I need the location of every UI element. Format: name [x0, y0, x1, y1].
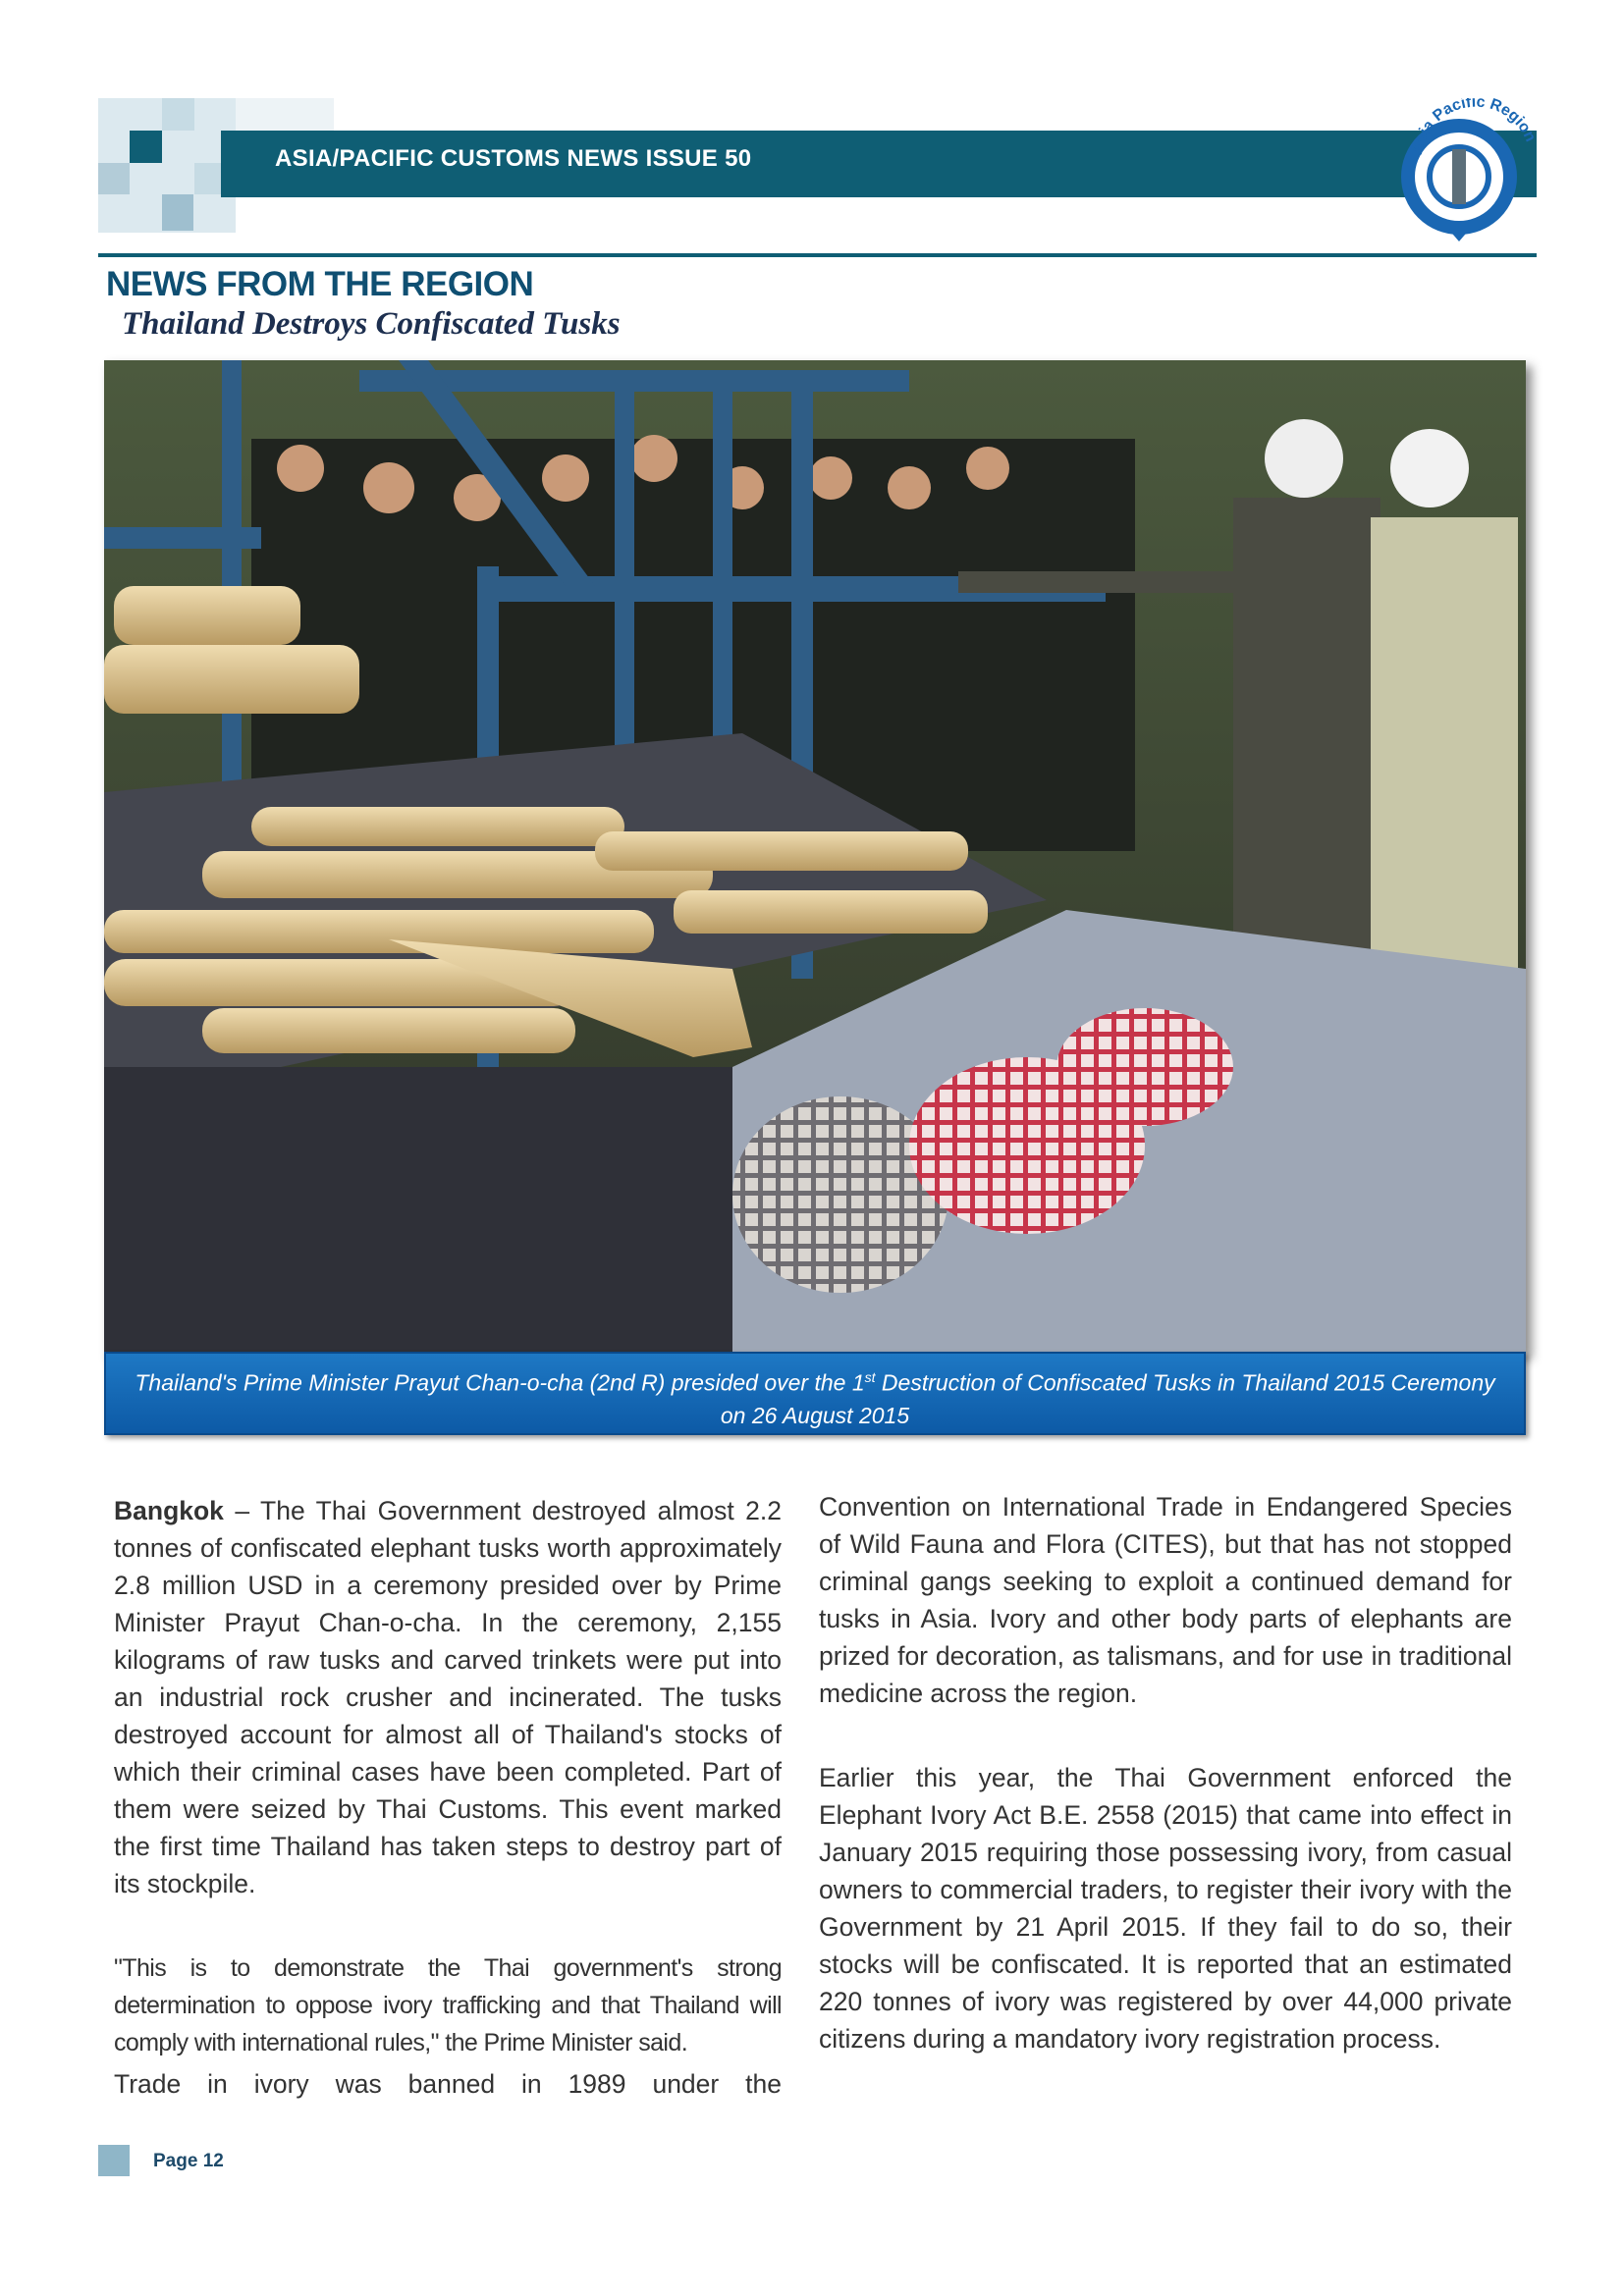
article-column-left [114, 1492, 782, 2103]
section-heading: NEWS FROM THE REGION [106, 265, 534, 303]
article-photo [104, 360, 1526, 1354]
paragraph-3-continued: Convention on International Trade in Endangered Species of Wild Fauna and Flora (CITES), but that has not stopped criminal gangs seeking to exploit a continued demand for tusks in Asia. Ivory and other body parts of elephants are prized for decoration, as talismans, and for use in traditional medicine across the region. [819, 1492, 1512, 1708]
photo-caption [104, 1352, 1526, 1435]
publication-title: ASIA/PACIFIC CUSTOMS NEWS ISSUE 50 [275, 145, 752, 172]
dateline: Bangkok [114, 1496, 224, 1525]
paragraph-3-start: Trade in ivory was banned in 1989 under the [114, 2069, 782, 2099]
footer-square [98, 2145, 130, 2176]
logo-text: Asia Pacific Region [1408, 98, 1540, 156]
paragraph-1 [114, 1492, 782, 1902]
article-title: Thailand Destroys Confiscated Tusks [122, 306, 621, 342]
header-rule [98, 253, 1537, 257]
caption-part1: Thailand's Prime Minister Prayut Chan-o-cha (2nd R) presided over the 1 [135, 1369, 865, 1396]
page-number: Page 12 [153, 2151, 224, 2171]
caption-part2: Destruction of Confiscated Tusks in Thailand 2015 Ceremony on 26 August 2015 [720, 1369, 1495, 1428]
paragraph-quote: "This is to demonstrate the Thai government's strong determination to oppose ivory trafficking and that Thailand will comply with international rules," the Prime Minister said. [114, 1954, 782, 2056]
caption-superscript: st [864, 1369, 876, 1385]
paragraph-4: Earlier this year, the Thai Government enforced the Elephant Ivory Act B.E. 2558 (2015) that came into effect in January 2015 requiring those possessing ivory, from casual owners to commercial traders, to register their ivory with the Government by 21 April 2015. If they fail to do so, their stocks will be confiscated. It is reported that an estimated 220 tonnes of ivory was registered by over 44,000 private citizens during a mandatory ivory registration process. [819, 1763, 1512, 2054]
asia-pacific-logo [1392, 98, 1540, 245]
paragraph-1-text: – The Thai Government destroyed almost 2.2 tonnes of confiscated elephant tusks worth approximately 2.8 million USD in a ceremony presided over by Prime Minister Prayut Chan-o-cha. In the ceremony, 2,155 kilograms of raw tusks and carved trinkets were put into an industrial rock crusher and incinerated. The tusks destroyed account for almost all of Thailand's stocks of which their criminal cases have been completed. Part of them were seized by Thai Customs. This event marked the first time Thailand has taken steps to destroy part of its stockpile. [114, 1496, 782, 1898]
article-column-right [819, 1488, 1512, 2057]
